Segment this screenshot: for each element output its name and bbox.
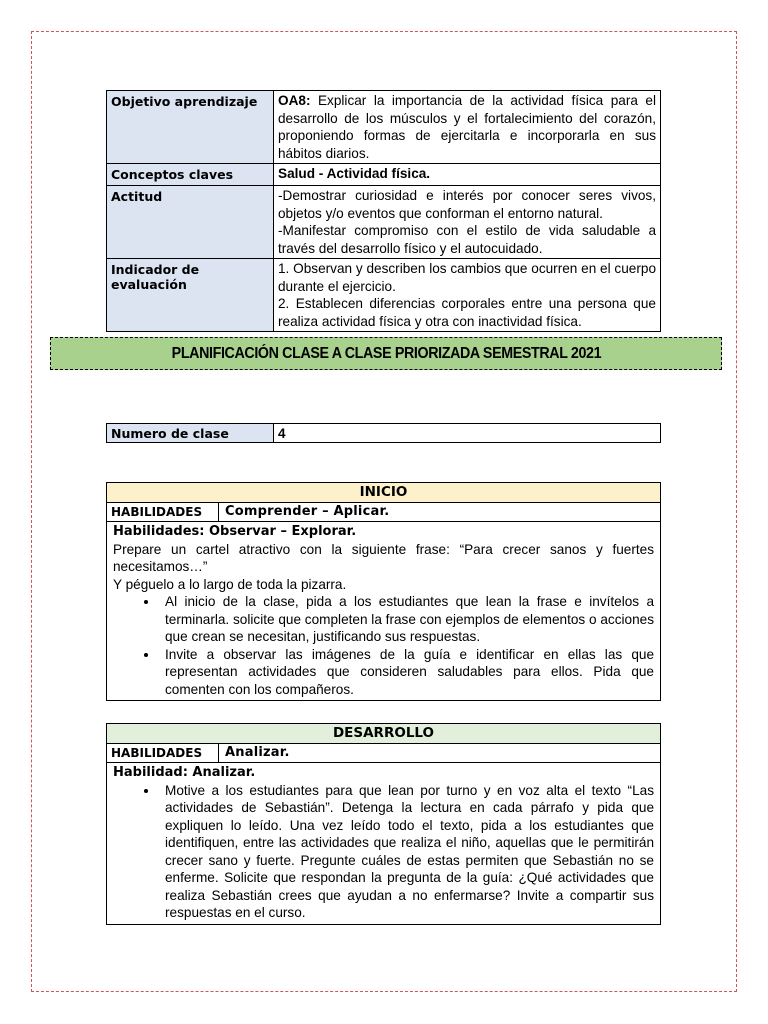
- banner-title: PLANIFICACIÓN CLASE A CLASE PRIORIZADA SEMESTRAL 2021: [171, 344, 601, 362]
- list-item: • Motive a los estudiantes para que lean por turno y en voz alta el texto “Las actividades de Sebastián”. Detenga la lectura en cada párrafo y pida que expliquen lo leído. Una vez leído todo el texto, pida a los estudiantes que identifiquen, entre las actividades que realiza el niño, aquellas que le permitirán crecer sano y fuerte. Pregunte cuáles de estas permiten que Sebastián no se enferme. Solicite que respondan la pregunta de la guía: ¿Qué actividades que realiza Sebastián crees que ayudan a no enfermarse? Invite a compartir sus respuestas en el curso.: [159, 782, 654, 922]
- table-row: [107, 91, 661, 164]
- table-row: [107, 164, 661, 186]
- inicio-bullet-list: [113, 593, 654, 698]
- attitude-label: Actitud: [107, 186, 274, 259]
- table-row: [107, 186, 661, 259]
- indicator-line: 1. Observan y describen los cambios que ocurren en el cuerpo durante el ejercicio.: [278, 261, 656, 294]
- inicio-body: [107, 522, 660, 700]
- inicio-subheading: Habilidades: Observar – Explorar.: [113, 524, 357, 539]
- desarrollo-bullet-list: [113, 782, 654, 922]
- indicator-value: [274, 259, 661, 332]
- objective-table: [106, 90, 661, 332]
- class-number-label: Numero de clase: [107, 424, 274, 443]
- desarrollo-body: [107, 763, 660, 924]
- concepts-value: [274, 164, 661, 186]
- attitude-value: [274, 186, 661, 259]
- indicator-label: Indicador de evaluación: [107, 259, 274, 332]
- list-item: • Invite a observar las imágenes de la guía e identificar en ellas las que representan actividades que consideren saludables para ellos. Pida que comenten con los compañeros.: [159, 646, 654, 699]
- inicio-section: [106, 482, 661, 701]
- inicio-skills-row: [107, 503, 660, 522]
- desarrollo-section: [106, 723, 661, 925]
- inicio-skills-value: Comprender – Aplicar.: [225, 504, 390, 519]
- inicio-paragraph: Prepare un cartel atractivo con la siguiente frase: “Para crecer sanos y fuertes necesitamos…”: [113, 541, 654, 574]
- desarrollo-skills-row: [107, 744, 660, 763]
- desarrollo-skills-value: Analizar.: [225, 745, 290, 760]
- desarrollo-skills-label: HABILIDADES: [107, 744, 219, 762]
- concepts-text: Salud - Actividad física.: [278, 166, 431, 181]
- inicio-paragraph: Y péguelo a lo largo de toda la pizarra.: [113, 576, 347, 592]
- desarrollo-subheading: Habilidad: Analizar.: [113, 765, 256, 780]
- concepts-label: Conceptos claves: [107, 164, 274, 186]
- objective-text: Explicar la importancia de la actividad física para el desarrollo de los músculos y el fortalecimiento del corazón, proponiendo formas de ejercitarla e incorporarla en sus hábitos diarios.: [278, 93, 656, 161]
- list-item: • Al inicio de la clase, pida a los estudiantes que lean la frase e invítelos a terminarla. solicite que completen la frase con ejemplos de elementos o acciones que crean se necesitan, justificando sus respuestas.: [159, 593, 654, 646]
- table-row: [107, 259, 661, 332]
- attitude-line: -Demostrar curiosidad e interés por conocer seres vivos, objetos y/o eventos que conforman el entorno natural.: [278, 188, 656, 221]
- objective-value: [274, 91, 661, 164]
- attitude-line: -Manifestar compromiso con el estilo de vida saludable a través del desarrollo físico y el autocuidado.: [278, 223, 656, 256]
- class-number-value: 4: [274, 424, 661, 443]
- objective-code: OA8:: [278, 93, 311, 108]
- objective-table-wrapper: [106, 90, 661, 339]
- objective-label: Objetivo aprendizaje: [107, 91, 274, 164]
- class-number-table: [106, 423, 661, 443]
- inicio-skills-label: HABILIDADES: [107, 503, 219, 521]
- title-banner: [50, 337, 722, 370]
- inicio-title: INICIO: [107, 483, 660, 503]
- table-row: [107, 424, 661, 443]
- desarrollo-title: DESARROLLO: [107, 724, 660, 744]
- indicator-line: 2. Establecen diferencias corporales entre una persona que realiza actividad física y otra con inactividad física.: [278, 296, 656, 329]
